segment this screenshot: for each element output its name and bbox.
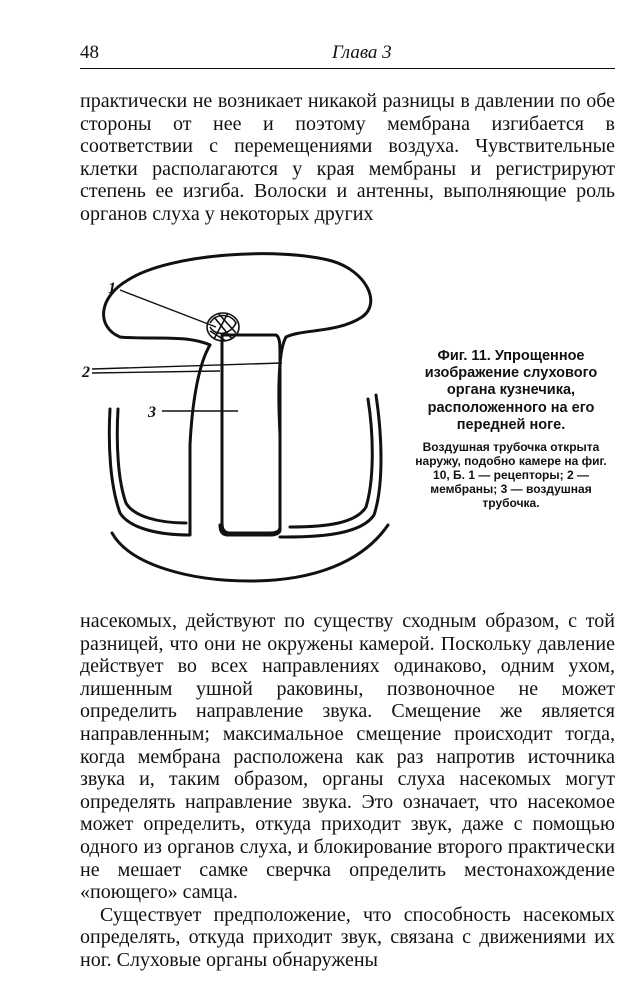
running-header (80, 38, 615, 69)
body-text-bottom (80, 610, 615, 972)
right-pendant-wall (280, 395, 381, 537)
receptor-leader (120, 290, 216, 327)
label-3: 3 (148, 404, 156, 421)
page-number: 48 (80, 42, 99, 63)
figure-11-diagram (82, 245, 400, 590)
hearing-organ-drawing (82, 245, 400, 590)
label-2: 2 (82, 364, 90, 381)
paragraph-bottom-2: Существует предположение, что способность насекомых определять, откуда приходит звук, связана с движениями их ног. Слуховые органы обнаружены (80, 903, 615, 971)
chapter-title: Глава 3 (332, 42, 392, 63)
label-1: 1 (108, 280, 116, 297)
left-pendant-inner (117, 409, 186, 523)
body-text-top (80, 90, 615, 226)
left-wall-inner (190, 345, 210, 507)
membrane-leader-a (92, 363, 282, 369)
paragraph-bottom-1: насекомых, действуют по существу сходным образом, с той разницей, что они не окружены камерой. Поскольку давление действует во всех направлениях одинаково, одним ухом, лишенным ушной раковины, позвоночное не может определить направление звука. Смещение же является направленным; максимальное смещение происходит тогда, когда мембрана расположена как раз напротив источника звука и, таким образом, органы слуха насекомых могут определять направление звука. Это означает, что насекомое может определить, откуда приходит звук, даже с помощью одного из органов слуха, и блокирование второго практически не мешает самке сверчка определить местонахождение «поющего» самца. (80, 610, 615, 904)
caption-title: Фиг. 11. Упрощенное изображение слухового органа кузнечика, расположенного на его передней ноге. (424, 348, 598, 433)
caption-note: Воздушная трубочка открыта наружу, подобно камере на фиг. 10, Б. 1 — рецепторы; 2 — мембраны; 3 — воздушная трубочка. (415, 440, 607, 511)
paragraph-top: практически не возникает никакой разницы в давлении по обе стороны от нее и поэтому мембрана изгибается в соответствии с перемещениями воздуха. Чувствительные клетки располагаются у края мембраны и регистрируют степень ее изгиба. Волоски и антенны, выполняющие роль органов слуха у некоторых других (80, 90, 615, 225)
figure-caption (406, 348, 616, 510)
left-pendant-wall (109, 409, 190, 535)
organ-outline (104, 254, 371, 535)
right-pendant-inner (290, 399, 372, 527)
